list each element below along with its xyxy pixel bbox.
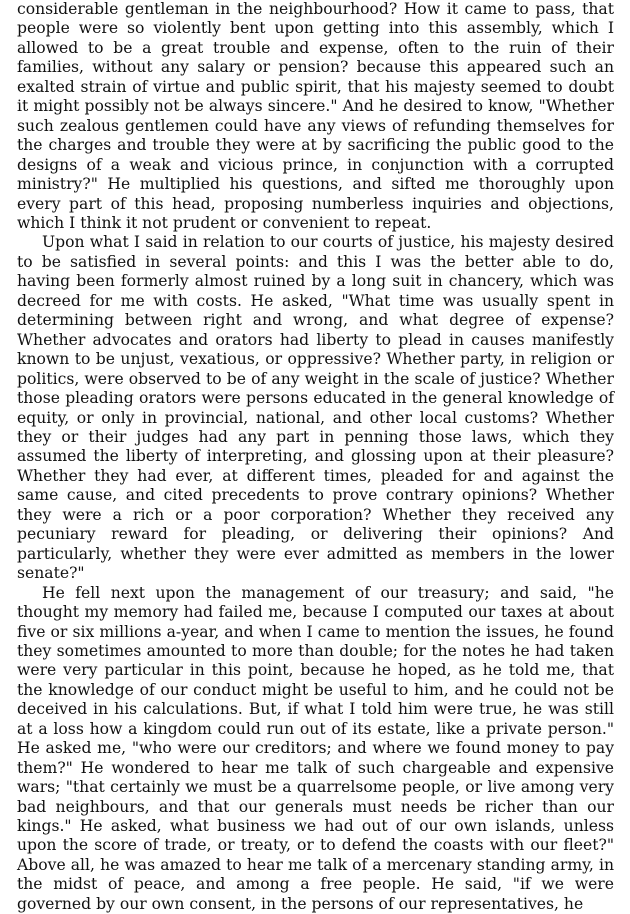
paragraph-2: Upon what I said in relation to our courts of justice, his majesty desired to be satisfied in several points: and this I was the better able to do, having been formerly almost ruined by a long suit in chancery, which was decreed for me with costs. He asked, "What time was usually spent in determining between right and wrong, and what degree of expense? Whether advocates and orators had liberty to plead in causes manifestly known to be unjust, vexatious, or oppressive? Whether party, in religion or politics, were observed to be of any weight in the scale of justice? Whether those pleading orators were persons educated in the general knowledge of equity, or only in provincial, national, and other local customs? Whether they or their judges had any part in penning those laws, which they assumed the liberty of interpreting, and glossing upon at their pleasure? Whether they had ever, at different times, pleaded for and against the same cause, and cited precedents to prove contrary opinions? Whether they were a rich or a poor corporation? Whether they received any pecuniary reward for pleading, or delivering their opinions? And particularly, whether they were ever admitted as members in the lower senate?" [17, 233, 614, 583]
page-text [17, 0, 614, 914]
paragraph-1: considerable gentleman in the neighbourhood? How it came to pass, that people were so violently bent upon getting into this assembly, which I allowed to be a great trouble and expense, often to the ruin of their families, without any salary or pension? because this appeared such an exalted strain of virtue and public spirit, that his majesty seemed to doubt it might possibly not be always sincere." And he desired to know, "Whether such zealous gentlemen could have any views of refunding themselves for the charges and trouble they were at by sacrificing the public good to the designs of a weak and vicious prince, in conjunction with a corrupted ministry?" He multiplied his questions, and sifted me thoroughly upon every part of this head, proposing numberless inquiries and objections, which I think it not prudent or convenient to repeat. [17, 0, 614, 232]
paragraph-3: He fell next upon the management of our treasury; and said, "he thought my memory had failed me, because I computed our taxes at about five or six millions a-year, and when I came to mention the issues, he found they sometimes amounted to more than double; for the notes he had taken were very particular in this point, because he hoped, as he told me, that the knowledge of our conduct might be useful to him, and he could not be deceived in his calculations. But, if what I told him were true, he was still at a loss how a kingdom could run out of its estate, like a private person." He asked me, "who were our creditors; and where we found money to pay them?" He wondered to hear me talk of such chargeable and expensive wars; "that certainly we must be a quarrelsome people, or live among very bad neighbours, and that our generals must needs be richer than our kings." He asked, what business we had out of our own islands, unless upon the score of trade, or treaty, or to defend the coasts with our fleet?" Above all, he was amazed to hear me talk of a mercenary standing army, in the midst of peace, and among a free people. He said, "if we were governed by our own consent, in the persons of our representatives, he [17, 583, 614, 913]
